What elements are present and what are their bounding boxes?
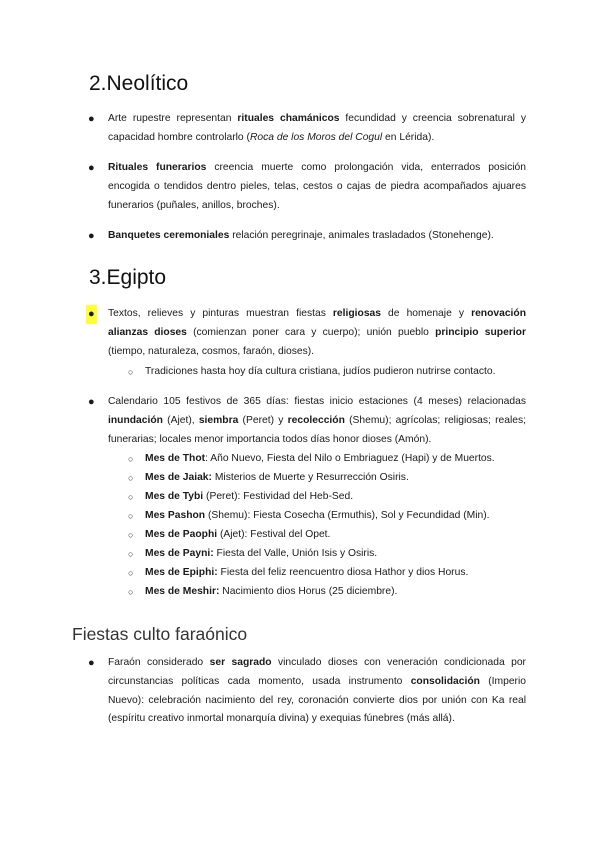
sub-bullet: ○ [128,511,134,521]
paragraph-rituales-funerarios: Rituales funerarios creencia muerte como prolongación vida, enterrados posición encogida o tendidos dentro pieles, telas, cestos o cajas de piedra acompañados ajuares funerarios (puñales, anillos, broches). [108,162,526,211]
bullet: ● [88,657,95,669]
paragraph-calendario: Calendario 105 festivos de 365 días: fiestas inicio estaciones (4 meses) relacionadas inundación (Ajet), siembra (Peret) y recolección (Shemu); agrícolas; religiosas; reales; funerarias; locales menor importancia todos días honor dioses (Amón). [108,396,526,445]
sub-bullet: ○ [128,473,134,483]
sub-bullet: ○ [128,367,134,377]
paragraph-textos-relieves: Textos, relieves y pinturas muestran fiestas religiosas de homenaje y renovación alianzas dioses (comienzan poner cara y cuerpo); unión pueblo principio superior (tiempo, naturaleza, cosmos, faraón, dioses). [108,308,526,357]
month-item: Mes de Jaiak: Misterios de Muerte y Resurrección Osiris. [145,472,409,483]
heading-fiestas-culto: Fiestas culto faraónico [72,624,248,644]
sub-bullet: ○ [128,530,134,540]
paragraph-arte-rupestre: Arte rupestre representan rituales chamánicos fecundidad y creencia sobrenatural y capacidad hombre controlarlo (Roca de los Moros del Cogul en Lérida). [108,113,526,143]
sub-bullet: ○ [128,587,134,597]
sub-bullet: ○ [128,549,134,559]
month-item: Mes de Meshir: Nacimiento dios Horus (25 diciembre). [145,586,398,597]
bullet: ● [88,230,95,242]
paragraph-banquetes: Banquetes ceremoniales relación peregrinaje, animales trasladados (Stonehenge). [108,230,494,241]
heading-neolitico: 2.Neolítico [89,72,189,95]
month-item: Mes Pashon (Shemu): Fiesta Cosecha (Ermuthis), Sol y Fecundidad (Min). [145,510,490,521]
bullet-highlighted: ● [86,305,97,324]
month-item: Mes de Tybi (Peret): Festividad del Heb-Sed. [145,491,354,502]
month-item: Mes de Paophi (Ajet): Festival del Opet. [145,529,331,540]
paragraph-faraon: Faraón considerado ser sagrado vinculado dioses con veneración condicionada por circunstancias políticas cada momento, usada instrumento consolidación (Imperio Nuevo): celebración nacimiento del rey, coronación convierte dios por unión con Ka real (espíritu creativo inmortal monarquía divina) y exequias fúnebres (más allá). [108,657,526,725]
month-item: Mes de Payni: Fiesta del Valle, Unión Isis y Osiris. [145,548,378,559]
bullet: ● [88,396,95,408]
paragraph-tradiciones: Tradiciones hasta hoy día cultura cristiana, judíos pudieron nutrirse contacto. [145,366,496,377]
sub-bullet: ○ [128,568,134,578]
sub-bullet: ○ [128,454,134,464]
bullet: ● [88,113,95,125]
sub-bullet: ○ [128,492,134,502]
month-item: Mes de Thot: Año Nuevo, Fiesta del Nilo o Embriaguez (Hapi) y de Muertos. [145,453,495,464]
bullet: ● [88,162,95,174]
month-item: Mes de Epiphi: Fiesta del feliz reencuentro diosa Hathor y dios Horus. [145,567,469,578]
heading-egipto: 3.Egipto [89,266,167,289]
